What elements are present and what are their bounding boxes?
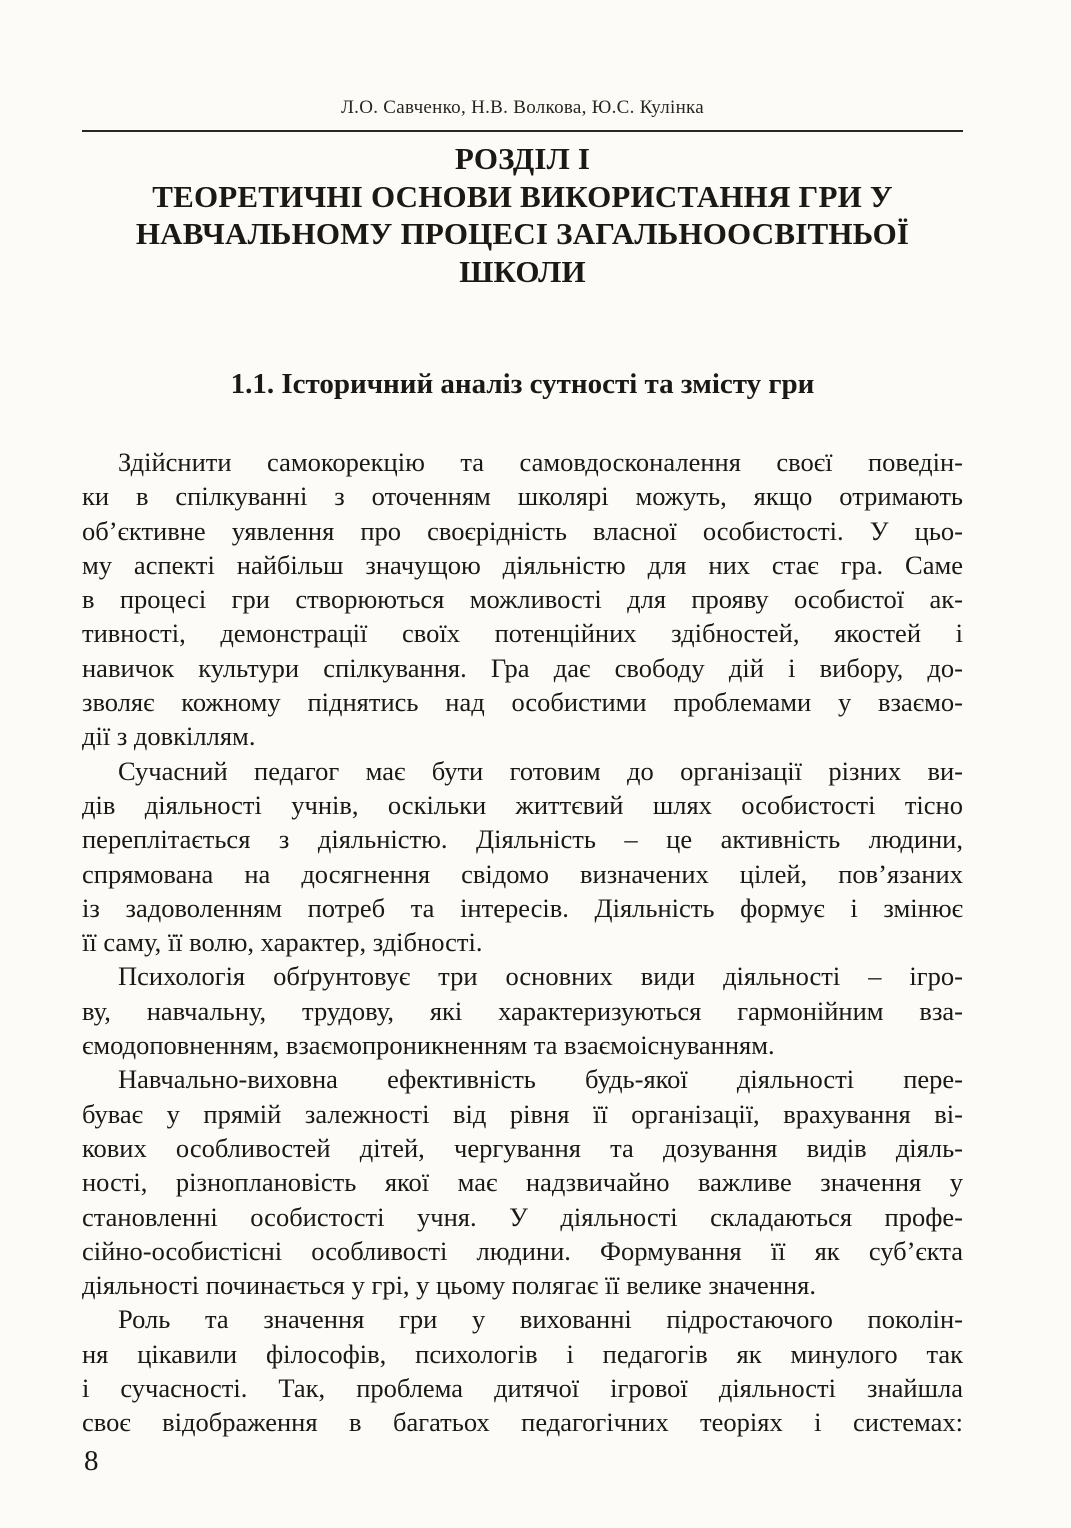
text-line: дів діяльності учнів, оскільки життєвий шлях особистості тісно [82,789,963,820]
text-line: своє відображення в багатьох педагогічних теоріях і системах: [82,1407,963,1438]
text-line: становленні особистості учня. У діяльності складаються профе- [82,1201,963,1232]
chapter-title-line: НАВЧАЛЬНОМУ ПРОЦЕСІ ЗАГАЛЬНООСВІТНЬОЇ [135,216,910,251]
text-line: ності, різноплановість якої має надзвичайно важливе значення у [82,1167,963,1198]
header-rule [82,130,963,132]
authors-line: Л.О. Савченко, Н.В. Волкова, Ю.С. Кулінка [340,97,705,118]
text-line: і сучасності. Так, проблема дитячої ігрової діяльності знайшла [82,1373,963,1404]
paragraph [82,445,963,754]
text-line: переплітається з діяльністю. Діяльність – це активність людини, [82,824,963,855]
text-line: в процесі гри створюються можливості для прояву особистої ак- [82,584,963,615]
section-heading: 1.1. Історичний аналіз сутності та змісту гри [230,368,815,400]
text-line: кових особливостей дітей, чергування та дозування видів діяль- [82,1132,963,1163]
text-line: Навчально-виховна ефективність будь-якої діяльності пере- [118,1064,963,1095]
chapter-title [82,140,963,290]
text-line: об’єктивне уявлення про своєрідність власної особистості. У цьо- [82,515,963,546]
text-line: ня цікавили філософів, психологів і педагогів як минулого так [82,1338,963,1369]
text-line: сійно-особистісні особливості людини. Формування її як суб’єкта [82,1235,963,1266]
paragraph [82,754,963,960]
text-line: спрямована на досягнення свідомо визначених цілей, пов’язаних [82,858,963,889]
chapter-title-line: ТЕОРЕТИЧНІ ОСНОВИ ВИКОРИСТАННЯ ГРИ У [152,178,893,214]
page-number: 8 [84,1445,99,1477]
text-line: її саму, її волю, характер, здібності. [82,927,483,958]
text-line: із задоволенням потреб та інтересів. Діяльність формує і змінює [82,892,963,923]
chapter-title-line: ШКОЛИ [459,253,586,289]
text-line: дії з довкіллям. [82,721,256,752]
paragraph [82,959,963,1062]
text-line: Психологія обґрунтовує три основних види діяльності – ігро- [118,961,963,992]
chapter-title-line: РОЗДІЛ І [454,141,591,176]
text-line: тивності, демонстрації своїх потенційних здібностей, якостей і [82,618,963,649]
text-line: ки в спілкуванні з оточенням школярі можуть, якщо отримають [82,481,963,512]
paragraph [82,1062,963,1302]
body-text [82,445,963,1440]
text-line: буває у прямій залежності від рівня її організації, врахування ві- [82,1098,963,1129]
text-line: зволяє кожному піднятись над особистими проблемами у взаємо- [82,687,963,718]
text-line: Роль та значення гри у вихованні підростаючого поколін- [118,1304,963,1335]
text-line: му аспекті найбільш значущою діяльністю для них стає гра. Саме [82,549,963,580]
text-line: Сучасний педагог має бути готовим до організації різних ви- [118,755,963,786]
text-line: ву, навчальну, трудову, які характеризуються гармонійним вза- [82,995,963,1026]
text-line: навичок культури спілкування. Гра дає свободу дій і вибору, до- [82,652,963,683]
running-header [82,96,963,132]
text-line: ємодоповненням, взаємопроникненням та взаємоіснуванням. [82,1030,775,1061]
text-line: Здійснити самокорекцію та самовдосконалення своєї поведін- [118,447,963,477]
paragraph [82,1302,963,1439]
text-line: діяльності починається у грі, у цьому полягає її велике значення. [82,1270,816,1301]
